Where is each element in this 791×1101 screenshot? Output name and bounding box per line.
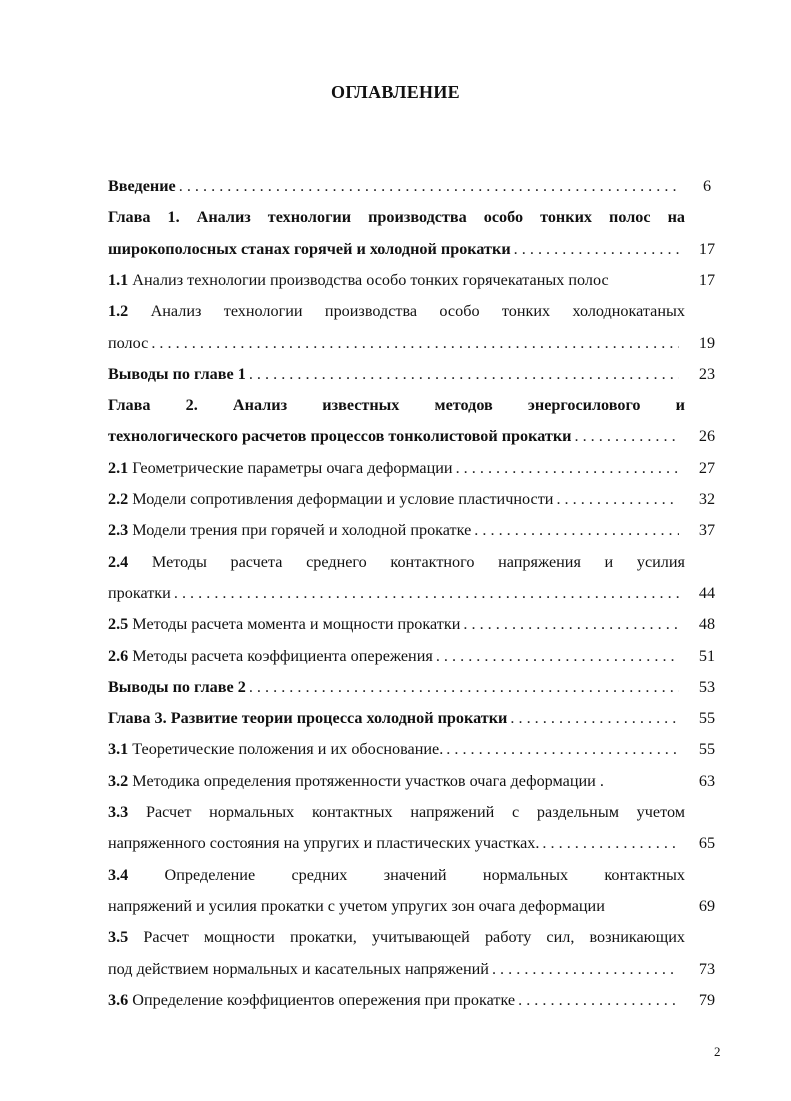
leader-dots — [249, 359, 679, 390]
toc-line — [108, 453, 685, 484]
toc-page-number: 63 — [698, 771, 716, 790]
section-number: 2.2 — [108, 490, 129, 508]
leader-dots — [151, 328, 679, 359]
toc-entry-text — [108, 803, 685, 821]
section-title: Определение средних значений нормальных контактных — [128, 865, 685, 884]
section-number: 3.4 — [108, 865, 129, 884]
leader-dots — [446, 734, 679, 765]
section-title: Методы расчета коэффициента опережения — [128, 646, 433, 665]
toc-entry-text — [108, 578, 171, 609]
leader-dots — [492, 954, 679, 985]
leader-dots — [456, 453, 679, 484]
section-number: 2.3 — [108, 521, 129, 540]
toc-entry-text — [108, 302, 685, 320]
toc-page-number: 79 — [698, 990, 716, 1009]
toc-entry-text — [108, 484, 553, 515]
toc-line — [108, 328, 685, 359]
section-number: 2.1 — [108, 458, 129, 477]
toc-line — [108, 828, 685, 859]
toc-page-number: 55 — [698, 709, 716, 728]
toc-line — [108, 672, 685, 703]
toc-entry-text — [108, 453, 453, 484]
toc-line — [108, 985, 685, 1016]
toc-page-number: 32 — [698, 490, 716, 508]
toc-entry-text — [108, 208, 685, 226]
toc-entry-text — [108, 954, 489, 985]
toc-line — [108, 578, 685, 609]
section-number: 3.6 — [108, 990, 129, 1009]
toc-line — [108, 359, 685, 390]
toc-page-number: 48 — [698, 615, 716, 634]
toc-line — [108, 515, 685, 546]
toc-line — [108, 734, 685, 765]
toc-line — [108, 766, 685, 797]
toc-entry-text — [108, 328, 148, 359]
section-title: Методы расчета среднего контактного напряжения и усилия — [128, 552, 685, 571]
toc-entry-text — [108, 234, 511, 265]
toc-page-number: 6 — [702, 177, 712, 195]
toc-line — [108, 390, 685, 421]
section-title: Методика определения протяженности участков очага деформации . — [128, 771, 604, 790]
toc-line — [108, 265, 685, 296]
section-title: Выводы по главе 2 — [108, 677, 246, 696]
toc-entry-text — [108, 985, 515, 1016]
section-title: Геометрические параметры очага деформации — [128, 458, 453, 477]
toc-page-number: 23 — [698, 364, 716, 383]
toc-entry-text — [108, 609, 460, 640]
section-number: 3.5 — [108, 928, 129, 947]
leader-dots — [174, 578, 679, 609]
toc-page-number: 55 — [698, 740, 716, 759]
toc-line — [108, 703, 685, 734]
leader-dots — [510, 703, 679, 734]
leader-dots — [463, 609, 679, 640]
toc-line — [108, 609, 685, 640]
section-title: под действием нормальных и касательных напряжений — [108, 959, 489, 978]
section-title: Глава 2. Анализ известных методов энергосилового и — [108, 396, 685, 415]
toc-line — [108, 234, 685, 265]
toc-entry-text — [108, 359, 246, 390]
leader-dots — [436, 641, 679, 672]
toc-line — [108, 860, 685, 891]
section-title: Модели сопротивления деформации и условие пластичности — [128, 490, 554, 508]
section-title: Определение коэффициентов опережения при прокатке — [128, 990, 516, 1009]
section-number: 2.5 — [108, 615, 129, 634]
toc-entry-text — [108, 553, 685, 571]
toc-entry-text — [108, 897, 605, 915]
section-title: Расчет нормальных контактных напряжений с раздельным учетом — [128, 803, 685, 821]
toc-entry-text — [108, 928, 685, 946]
toc-page-number: 26 — [698, 427, 716, 446]
section-title: технологического расчетов процессов тонколистовой прокатки — [108, 427, 572, 446]
toc-entry-text — [108, 672, 246, 703]
section-title: прокатки — [108, 583, 171, 602]
page-number: 2 — [714, 1044, 721, 1059]
toc-line — [108, 954, 685, 985]
toc-page-number: 51 — [698, 646, 716, 665]
leader-dots — [542, 828, 679, 859]
section-title: Введение — [108, 177, 176, 195]
toc-entry-text — [108, 641, 433, 672]
toc-entry-text — [108, 515, 471, 546]
leader-dots — [556, 484, 679, 515]
section-title: Анализ технологии производства особо тонких холоднокатаных — [128, 302, 685, 321]
section-number: 3.3 — [108, 803, 129, 821]
toc-entry-text — [108, 703, 507, 734]
toc-page-number: 44 — [698, 583, 716, 602]
toc-entry-text — [108, 828, 539, 859]
section-title: Глава 1. Анализ технологии производства особо тонких полос на — [108, 208, 685, 227]
toc-entry-text — [108, 396, 685, 414]
toc-line — [108, 891, 685, 922]
section-title: напряженного состояния на упругих и пластических участках. — [108, 834, 540, 853]
toc-line — [108, 641, 685, 672]
leader-dots — [518, 985, 679, 1016]
toc-page-number: 65 — [698, 834, 716, 853]
section-title: Теоретические положения и их обоснование. — [128, 740, 444, 759]
section-title: полос — [108, 333, 149, 352]
section-title: Выводы по главе 1 — [108, 364, 246, 383]
toc-page-number: 53 — [698, 677, 716, 696]
toc-page-number: 17 — [698, 239, 716, 258]
toc-entry-text — [108, 421, 571, 452]
toc-line — [108, 922, 685, 953]
section-title: широкополосных станах горячей и холодной прокатки — [108, 239, 511, 258]
toc-line — [108, 484, 685, 515]
section-title: Глава 3. Развитие теории процесса холодной прокатки — [108, 709, 508, 728]
leader-dots — [249, 672, 679, 703]
section-number: 1.2 — [108, 302, 129, 321]
toc-line — [108, 797, 685, 828]
toc-entry-text — [108, 772, 604, 790]
section-title: напряжений и усилия прокатки с учетом упругих зон очага деформации — [108, 896, 605, 915]
toc-line — [108, 421, 685, 452]
leader-dots — [574, 421, 679, 452]
toc-entry-text — [108, 866, 685, 884]
toc-page-number: 37 — [698, 521, 716, 540]
section-title: Анализ технологии производства особо тонких горячекатаных полос — [128, 270, 609, 289]
leader-dots — [514, 234, 679, 265]
leader-dots — [474, 515, 679, 546]
toc-entry-text — [108, 734, 443, 765]
toc-entry-text — [108, 171, 176, 202]
toc-page-number: 19 — [698, 333, 716, 352]
page-title: ОГЛАВЛЕНИЕ — [331, 82, 460, 102]
section-title: Модели трения при горячей и холодной прокатке — [128, 521, 472, 540]
toc-page-number: 69 — [698, 896, 716, 915]
section-number: 3.2 — [108, 771, 129, 790]
toc-line — [108, 202, 685, 233]
toc-line — [108, 171, 685, 202]
section-number: 3.1 — [108, 740, 129, 759]
toc-page-number: 73 — [698, 959, 716, 978]
toc-line — [108, 296, 685, 327]
section-title: Расчет мощности прокатки, учитывающей работу сил, возникающих — [128, 928, 685, 947]
leader-dots — [179, 171, 679, 202]
toc-entry-text — [108, 271, 609, 289]
section-number: 1.1 — [108, 270, 129, 289]
toc-page-number: 17 — [698, 270, 716, 289]
section-number: 2.4 — [108, 552, 129, 571]
section-title: Методы расчета момента и мощности прокатки — [128, 615, 461, 634]
toc-page-number: 27 — [698, 458, 716, 477]
section-number: 2.6 — [108, 646, 129, 665]
toc-line — [108, 547, 685, 578]
